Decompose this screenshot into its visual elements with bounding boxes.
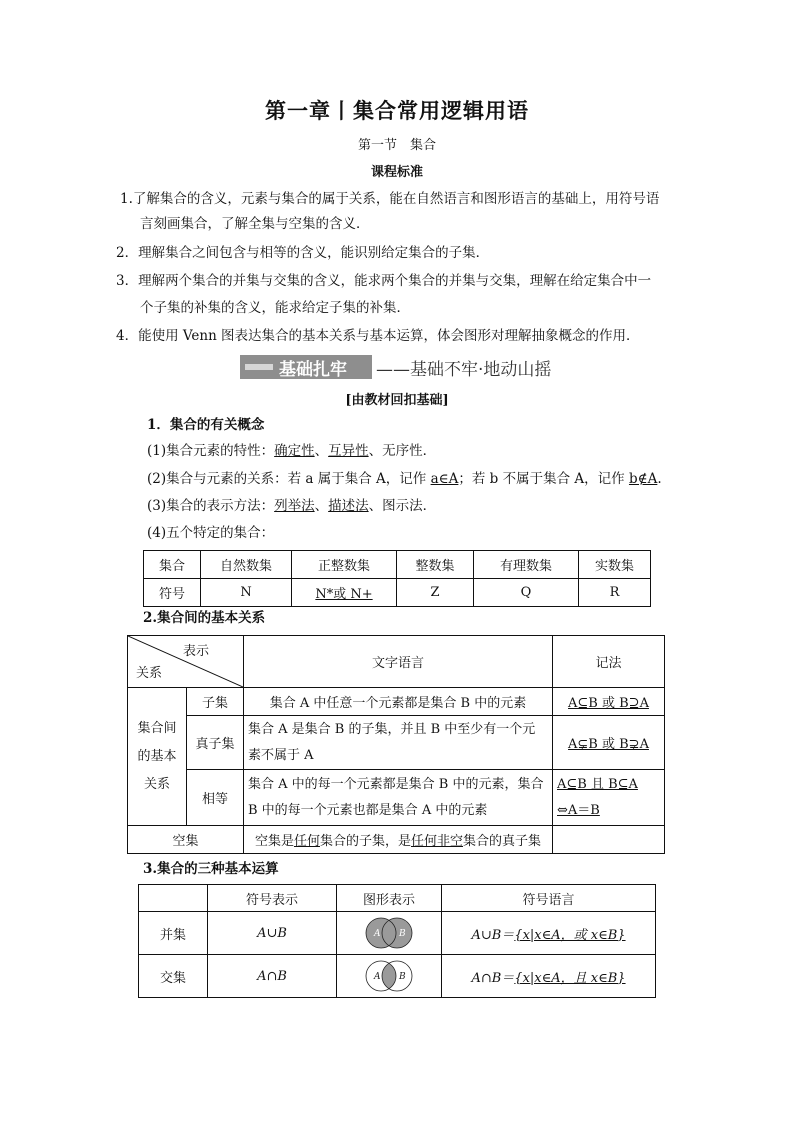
table-cell: 正整数集 — [292, 551, 397, 579]
table-cell — [442, 912, 656, 955]
table-cell: 真子集 — [187, 716, 244, 770]
table-cell: A∩B — [208, 955, 337, 998]
operations-heading: 3.集合的三种基本运算 — [143, 861, 279, 877]
concept-item-2 — [147, 470, 662, 488]
venn-circle-b — [382, 918, 412, 948]
table-cell: 文字语言 — [244, 636, 553, 688]
concept-1-prefix: (1)集合元素的特性： — [147, 443, 275, 459]
table-row — [144, 551, 651, 579]
concept-item-4: (4)五个特定的集合： — [147, 525, 275, 541]
table-cell: 符号语言 — [442, 885, 656, 912]
venn-cell — [337, 912, 442, 955]
empty-set-middle: 集合的子集，是 — [319, 834, 411, 849]
table-cell: 图形表示 — [337, 885, 442, 912]
empty-set-suffix: 集合的真子集 — [463, 834, 542, 849]
venn-label-b: B — [399, 972, 406, 982]
table-cell: 符号表示 — [208, 885, 337, 912]
concept-3-answer-1: 列举法 — [274, 498, 315, 514]
operations-table — [138, 884, 656, 998]
table-row — [139, 885, 656, 912]
table-cell: 子集 — [187, 688, 244, 716]
intersection-venn-diagram — [361, 959, 417, 993]
table-cell: 并集 — [139, 912, 208, 955]
group-label-cell — [128, 688, 187, 826]
table-cell: 整数集 — [397, 551, 474, 579]
table-cell: 集合 — [144, 551, 201, 579]
empty-set-answer-2: 任何非空 — [411, 834, 464, 849]
table-cell — [553, 826, 665, 854]
table-cell — [442, 955, 656, 998]
table-cell: 集合 A 中任意一个元素都是集合 B 中的元素 — [244, 688, 553, 716]
standard-2: 2．理解集合之间包含与相等的含义，能识别给定集合的子集． — [116, 245, 490, 261]
union-venn-diagram — [361, 916, 417, 950]
concept-3-separator: 、 — [314, 498, 329, 514]
concept-item-1 — [147, 442, 436, 460]
chapter-title: 第一章丨集合常用逻辑用语 — [265, 98, 529, 123]
banner-bar-icon — [245, 364, 273, 370]
corner-header — [128, 636, 244, 688]
table-cell: N — [201, 579, 292, 607]
banner-label: 基础扎牢 — [279, 359, 347, 380]
standard-1-line-2: 言刻画集合，了解全集与空集的含义． — [140, 216, 370, 232]
table-row — [128, 636, 665, 688]
table-row — [128, 688, 665, 716]
table-cell: Q — [474, 579, 579, 607]
section-banner — [240, 355, 551, 379]
concept-3-prefix: (3)集合的表示方法： — [147, 498, 275, 514]
table-cell: 交集 — [139, 955, 208, 998]
empty-set-prefix: 空集是 — [254, 834, 294, 849]
concept-2-prefix: (2)集合与元素的关系：若 a 属于集合 A，记作 — [147, 471, 431, 487]
table-cell: 相等 — [187, 770, 244, 826]
standard-1-line-1: 1.了解集合的含义，元素与集合的属于关系，能在自然语言和图形语言的基础上，用符号语 — [120, 191, 660, 207]
venn-cell — [337, 955, 442, 998]
group-label-line: 关系 — [143, 776, 170, 792]
table-cell: Z — [397, 579, 474, 607]
venn-label-b: B — [399, 929, 406, 939]
section-title: 第一节 集合 — [357, 138, 436, 153]
intersection-definition-prefix: A∩B＝ — [471, 970, 515, 986]
table-row — [128, 770, 665, 826]
concept-3-answer-2: 描述法 — [328, 498, 369, 514]
concept-2-middle: ；若 b 不属于集合 A，记作 — [458, 471, 629, 487]
table-cell: A⊆B 或 B⊇A — [553, 688, 665, 716]
subheading: [由教材回扣基础] — [345, 393, 449, 408]
table-cell: 有理数集 — [474, 551, 579, 579]
group-label-line: 集合间 — [137, 720, 177, 736]
concept-3-suffix: 、图示法． — [368, 498, 437, 514]
table-row — [139, 912, 656, 955]
intersection-definition: {x|x∈A，且 x∈B} — [514, 970, 626, 986]
table-row — [128, 826, 665, 854]
table-cell: 实数集 — [579, 551, 651, 579]
table-cell: R — [579, 579, 651, 607]
corner-top-label: 表示 — [182, 644, 209, 659]
union-definition-prefix: A∪B＝ — [471, 927, 515, 943]
table-cell: 集合 A 中的每一个元素都是集合 B 中的元素，集合 B 中的每一个元素也都是集合 A 中的元素 — [244, 770, 553, 826]
table-row — [144, 579, 651, 607]
table-cell: A∪B — [208, 912, 337, 955]
venn-label-a: A — [374, 929, 381, 939]
table-row — [139, 955, 656, 998]
table-cell: A⊊B 或 B⊋A — [553, 716, 665, 770]
concept-1-answer-2: 互异性 — [328, 443, 369, 459]
table-cell: A⊆B 且 B⊆A ⇔A＝B — [553, 770, 665, 826]
relations-table — [127, 635, 665, 854]
corner-bottom-label: 关系 — [136, 666, 163, 681]
table-row — [128, 716, 665, 770]
concept-2-answer-1: a∈A — [430, 471, 459, 487]
venn-label-a: A — [374, 972, 381, 982]
concept-2-answer-2: b∉A — [628, 471, 658, 487]
concept-item-3 — [147, 497, 436, 515]
table-cell: 自然数集 — [201, 551, 292, 579]
table-cell — [139, 885, 208, 912]
table-cell: 记法 — [553, 636, 665, 688]
standards-heading: 课程标准 — [370, 165, 423, 180]
concept-2-suffix: . — [657, 471, 662, 487]
standard-3-line-1: 3．理解两个集合的并集与交集的含义，能求两个集合的并集与交集，理解在给定集合中一 — [116, 273, 652, 289]
concept-1-suffix: 、无序性． — [368, 443, 437, 459]
special-sets-table — [143, 550, 651, 607]
concept-1-separator: 、 — [314, 443, 329, 459]
concepts-heading: 1．集合的有关概念 — [147, 417, 265, 433]
table-cell — [244, 826, 553, 854]
group-label-line: 的基本 — [137, 748, 177, 764]
standard-4: 4．能使用 Venn 图表达集合的基本关系与基本运算，体会图形对理解抽象概念的作用． — [116, 328, 640, 344]
table-cell: 空集 — [128, 826, 244, 854]
banner-tagline: ——基础不牢·地动山摇 — [376, 359, 552, 380]
table-cell: N*或 N+ — [292, 579, 397, 607]
relations-heading: 2.集合间的基本关系 — [143, 610, 266, 626]
standard-3-line-2: 个子集的补集的含义，能求给定子集的补集． — [140, 300, 410, 316]
table-cell: 符号 — [144, 579, 201, 607]
empty-set-answer-1: 任何 — [293, 834, 320, 849]
banner-label-box — [240, 355, 372, 379]
table-cell: 集合 A 是集合 B 的子集，并且 B 中至少有一个元素不属于 A — [244, 716, 553, 770]
union-definition: {x|x∈A，或 x∈B} — [514, 927, 626, 943]
concept-1-answer-1: 确定性 — [274, 443, 315, 459]
